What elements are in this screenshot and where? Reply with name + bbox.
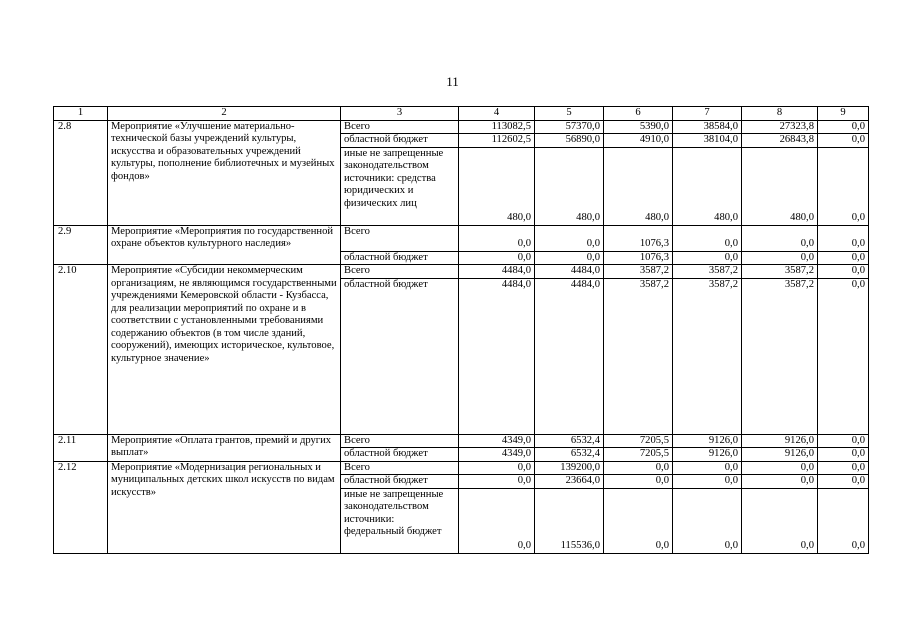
value-cell: 0,0: [818, 488, 869, 553]
value-cell: 0,0: [535, 225, 604, 251]
value-cell: 0,0: [604, 461, 673, 475]
value-cell: 0,0: [742, 251, 818, 265]
funding-source: Всего: [341, 461, 459, 475]
funding-source: иные не запрещенные законодательством источники: средства юридических и физических лиц: [341, 147, 459, 225]
value-cell: 4910,0: [604, 134, 673, 148]
value-cell: 480,0: [673, 147, 742, 225]
value-cell: 0,0: [459, 488, 535, 553]
value-cell: 9126,0: [742, 434, 818, 448]
value-cell: 112602,5: [459, 134, 535, 148]
column-header: 7: [673, 107, 742, 121]
header-row: [54, 107, 869, 121]
value-cell: 0,0: [459, 475, 535, 489]
value-cell: 139200,0: [535, 461, 604, 475]
value-cell: 4484,0: [459, 278, 535, 434]
table-row: [54, 265, 869, 279]
column-header: 1: [54, 107, 108, 121]
value-cell: 7205,5: [604, 434, 673, 448]
value-cell: 480,0: [604, 147, 673, 225]
value-cell: 9126,0: [742, 448, 818, 462]
value-cell: 0,0: [459, 225, 535, 251]
value-cell: 3587,2: [742, 278, 818, 434]
value-cell: 9126,0: [673, 448, 742, 462]
item-title: Мероприятие «Улучшение материально-технической базы учреждений культуры, искусства и образовательных учреждений культуры, пополнение библиотечных и музейных фондов»: [108, 120, 341, 225]
value-cell: 4349,0: [459, 434, 535, 448]
value-cell: 4484,0: [535, 265, 604, 279]
table-row: [54, 434, 869, 448]
value-cell: 0,0: [818, 134, 869, 148]
value-cell: 0,0: [459, 461, 535, 475]
table-row: [54, 120, 869, 134]
value-cell: 27323,8: [742, 120, 818, 134]
value-cell: 480,0: [535, 147, 604, 225]
value-cell: 9126,0: [673, 434, 742, 448]
value-cell: 6532,4: [535, 448, 604, 462]
value-cell: 0,0: [818, 475, 869, 489]
column-header: 5: [535, 107, 604, 121]
value-cell: 0,0: [742, 461, 818, 475]
item-code: 2.8: [54, 120, 108, 225]
funding-source: Всего: [341, 120, 459, 134]
value-cell: 3587,2: [742, 265, 818, 279]
value-cell: 0,0: [673, 475, 742, 489]
value-cell: 0,0: [673, 488, 742, 553]
item-code: 2.11: [54, 434, 108, 461]
funding-source: Всего: [341, 265, 459, 279]
value-cell: 4484,0: [459, 265, 535, 279]
column-header: 9: [818, 107, 869, 121]
value-cell: 0,0: [742, 475, 818, 489]
value-cell: 115536,0: [535, 488, 604, 553]
value-cell: 0,0: [673, 461, 742, 475]
value-cell: 113082,5: [459, 120, 535, 134]
value-cell: 6532,4: [535, 434, 604, 448]
item-code: 2.12: [54, 461, 108, 553]
funding-source: областной бюджет: [341, 448, 459, 462]
budget-table: [53, 106, 869, 554]
value-cell: 1076,3: [604, 251, 673, 265]
value-cell: 0,0: [742, 225, 818, 251]
column-header: 3: [341, 107, 459, 121]
funding-source: иные не запрещенные законодательством источники: федеральный бюджет: [341, 488, 459, 553]
column-header: 8: [742, 107, 818, 121]
value-cell: 480,0: [742, 147, 818, 225]
value-cell: 26843,8: [742, 134, 818, 148]
value-cell: 0,0: [818, 120, 869, 134]
value-cell: 38104,0: [673, 134, 742, 148]
funding-source: Всего: [341, 434, 459, 448]
funding-source: областной бюджет: [341, 134, 459, 148]
value-cell: 0,0: [818, 461, 869, 475]
table-row: [54, 461, 869, 475]
funding-source: Всего: [341, 225, 459, 251]
column-header: 2: [108, 107, 341, 121]
value-cell: 23664,0: [535, 475, 604, 489]
value-cell: 38584,0: [673, 120, 742, 134]
value-cell: 57370,0: [535, 120, 604, 134]
value-cell: 0,0: [818, 434, 869, 448]
column-header: 4: [459, 107, 535, 121]
value-cell: 3587,2: [673, 265, 742, 279]
value-cell: 0,0: [818, 265, 869, 279]
item-title: Мероприятие «Субсидии некоммерческим организациям, не являющимся государственными учреждениями Кемеровской области - Кузбасса, для реализации мероприятий по охране и в соответствии с установленными требованиями содержанию объектов (в том числе зданий, сооружений), имеющих историческое, культовое, культурное значение»: [108, 265, 341, 435]
funding-source: областной бюджет: [341, 278, 459, 434]
value-cell: 0,0: [673, 251, 742, 265]
value-cell: 0,0: [818, 251, 869, 265]
value-cell: 1076,3: [604, 225, 673, 251]
value-cell: 3587,2: [604, 278, 673, 434]
value-cell: 0,0: [818, 448, 869, 462]
funding-source: областной бюджет: [341, 475, 459, 489]
value-cell: 0,0: [818, 278, 869, 434]
value-cell: 0,0: [459, 251, 535, 265]
value-cell: 3587,2: [604, 265, 673, 279]
item-code: 2.9: [54, 225, 108, 265]
value-cell: 56890,0: [535, 134, 604, 148]
item-title: Мероприятие «Мероприятия по государственной охране объектов культурного наследия»: [108, 225, 341, 265]
value-cell: 0,0: [535, 251, 604, 265]
value-cell: 0,0: [742, 488, 818, 553]
value-cell: 0,0: [673, 225, 742, 251]
value-cell: 5390,0: [604, 120, 673, 134]
item-title: Мероприятие «Оплата грантов, премий и других выплат»: [108, 434, 341, 461]
page-number: 11: [446, 74, 459, 89]
value-cell: 4349,0: [459, 448, 535, 462]
item-title: Мероприятие «Модернизация региональных и муниципальных детских школ искусств по видам искусств»: [108, 461, 341, 553]
column-header: 6: [604, 107, 673, 121]
value-cell: 0,0: [604, 475, 673, 489]
funding-source: областной бюджет: [341, 251, 459, 265]
item-code: 2.10: [54, 265, 108, 435]
value-cell: 480,0: [459, 147, 535, 225]
value-cell: 0,0: [604, 488, 673, 553]
value-cell: 0,0: [818, 225, 869, 251]
value-cell: 4484,0: [535, 278, 604, 434]
table-row: [54, 225, 869, 251]
value-cell: 3587,2: [673, 278, 742, 434]
value-cell: 7205,5: [604, 448, 673, 462]
value-cell: 0,0: [818, 147, 869, 225]
